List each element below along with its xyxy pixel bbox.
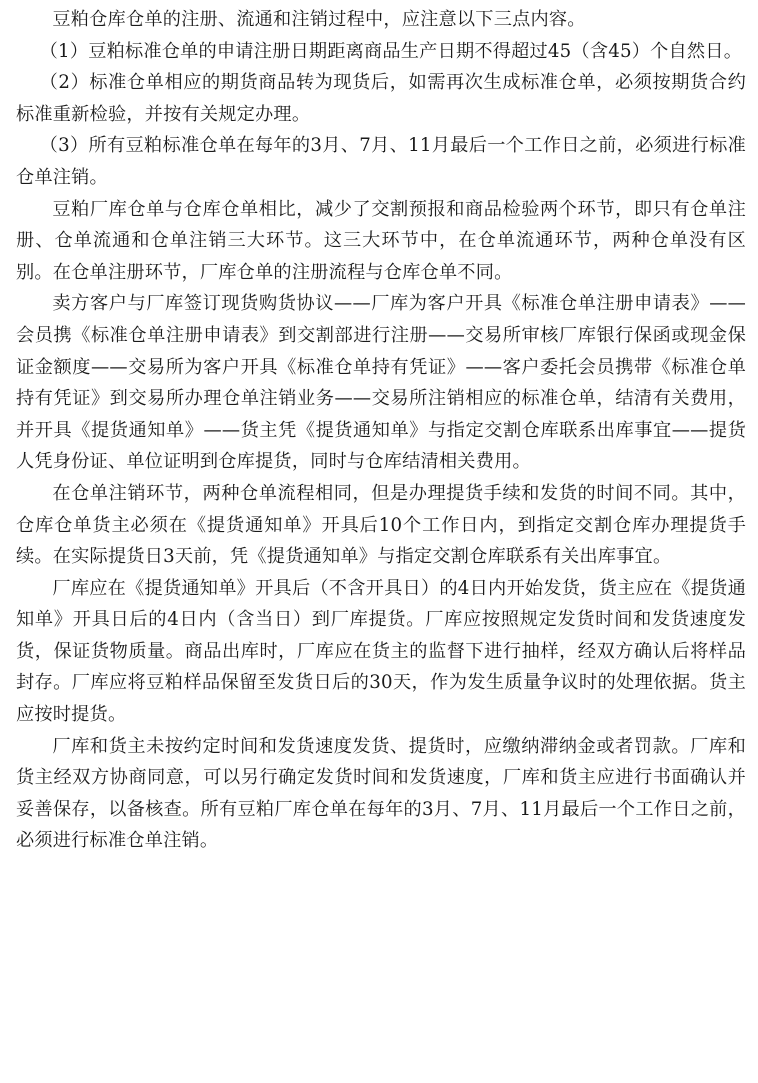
paragraph-item-2: （2）标准仓单相应的期货商品转为现货后，如需再次生成标准仓单，必须按期货合约标准重新检验，并按有关规定办理。: [16, 72, 746, 125]
paragraph-factory-compare: 豆粕厂库仓单与仓库仓单相比，减少了交割预报和商品检验两个环节，即只有仓单注册、仓单流通和仓单注销三大环节。这三大环节中，在仓单流通环节，两种仓单没有区别。在仓单注册环节，厂库仓单的注册流程与仓库仓单不同。: [16, 198, 746, 283]
paragraph-item-3: （3）所有豆粕标准仓单在每年的3月、7月、11月最后一个工作日之前，必须进行标准仓单注销。: [16, 135, 746, 188]
document-page: [16, 4, 746, 857]
paragraph-intro: 豆粕仓库仓单的注册、流通和注销过程中，应注意以下三点内容。: [52, 9, 586, 30]
paragraph-item-1: （1）豆粕标准仓单的申请注册日期距离商品生产日期不得超过45（含45）个自然日。: [39, 40, 743, 62]
paragraph-cancel: 在仓单注销环节，两种仓单流程相同，但是办理提货手续和发货的时间不同。其中，仓库仓单货主必须在《提货通知单》开具后10个工作日内，到指定交割仓库办理提货手续。在实际提货日3天前，凭《提货通知单》与指定交割仓库联系有关出库事宜。: [16, 482, 746, 568]
paragraph-process: 卖方客户与厂库签订现货购货协议——厂库为客户开具《标准仓单注册申请表》——会员携《标准仓单注册申请表》到交割部进行注册——交易所审核厂库银行保函或现金保证金额度——交易所为客户开具《标准仓单持有凭证》——客户委托会员携带《标准仓单持有凭证》到交易所办理仓单注销业务——交易所注销相应的标准仓单，结清有关费用，并开具《提货通知单》——货主凭《提货通知单》与指定交割仓库联系出库事宜——提货人凭身份证、单位证明到仓库提货，同时与仓库结清相关费用。: [16, 293, 746, 473]
paragraph-penalty: 厂库和货主未按约定时间和发货速度发货、提货时，应缴纳滞纳金或者罚款。厂库和货主经双方协商同意，可以另行确定发货时间和发货速度，厂库和货主应进行书面确认并妥善保存，以备核查。所有豆粕厂库仓单在每年的3月、7月、11月最后一个工作日之前，必须进行标准仓单注销。: [16, 735, 746, 852]
paragraph-factory-ship: 厂库应在《提货通知单》开具后（不含开具日）的4日内开始发货，货主应在《提货通知单》开具日后的4日内（含当日）到厂库提货。厂库应按照规定发货时间和发货速度发货，保证货物质量。商品出库时，厂库应在货主的监督下进行抽样，经双方确认后将样品封存。厂库应将豆粕样品保留至发货日后的30天，作为发生质量争议时的处理依据。货主应按时提货。: [16, 577, 746, 726]
